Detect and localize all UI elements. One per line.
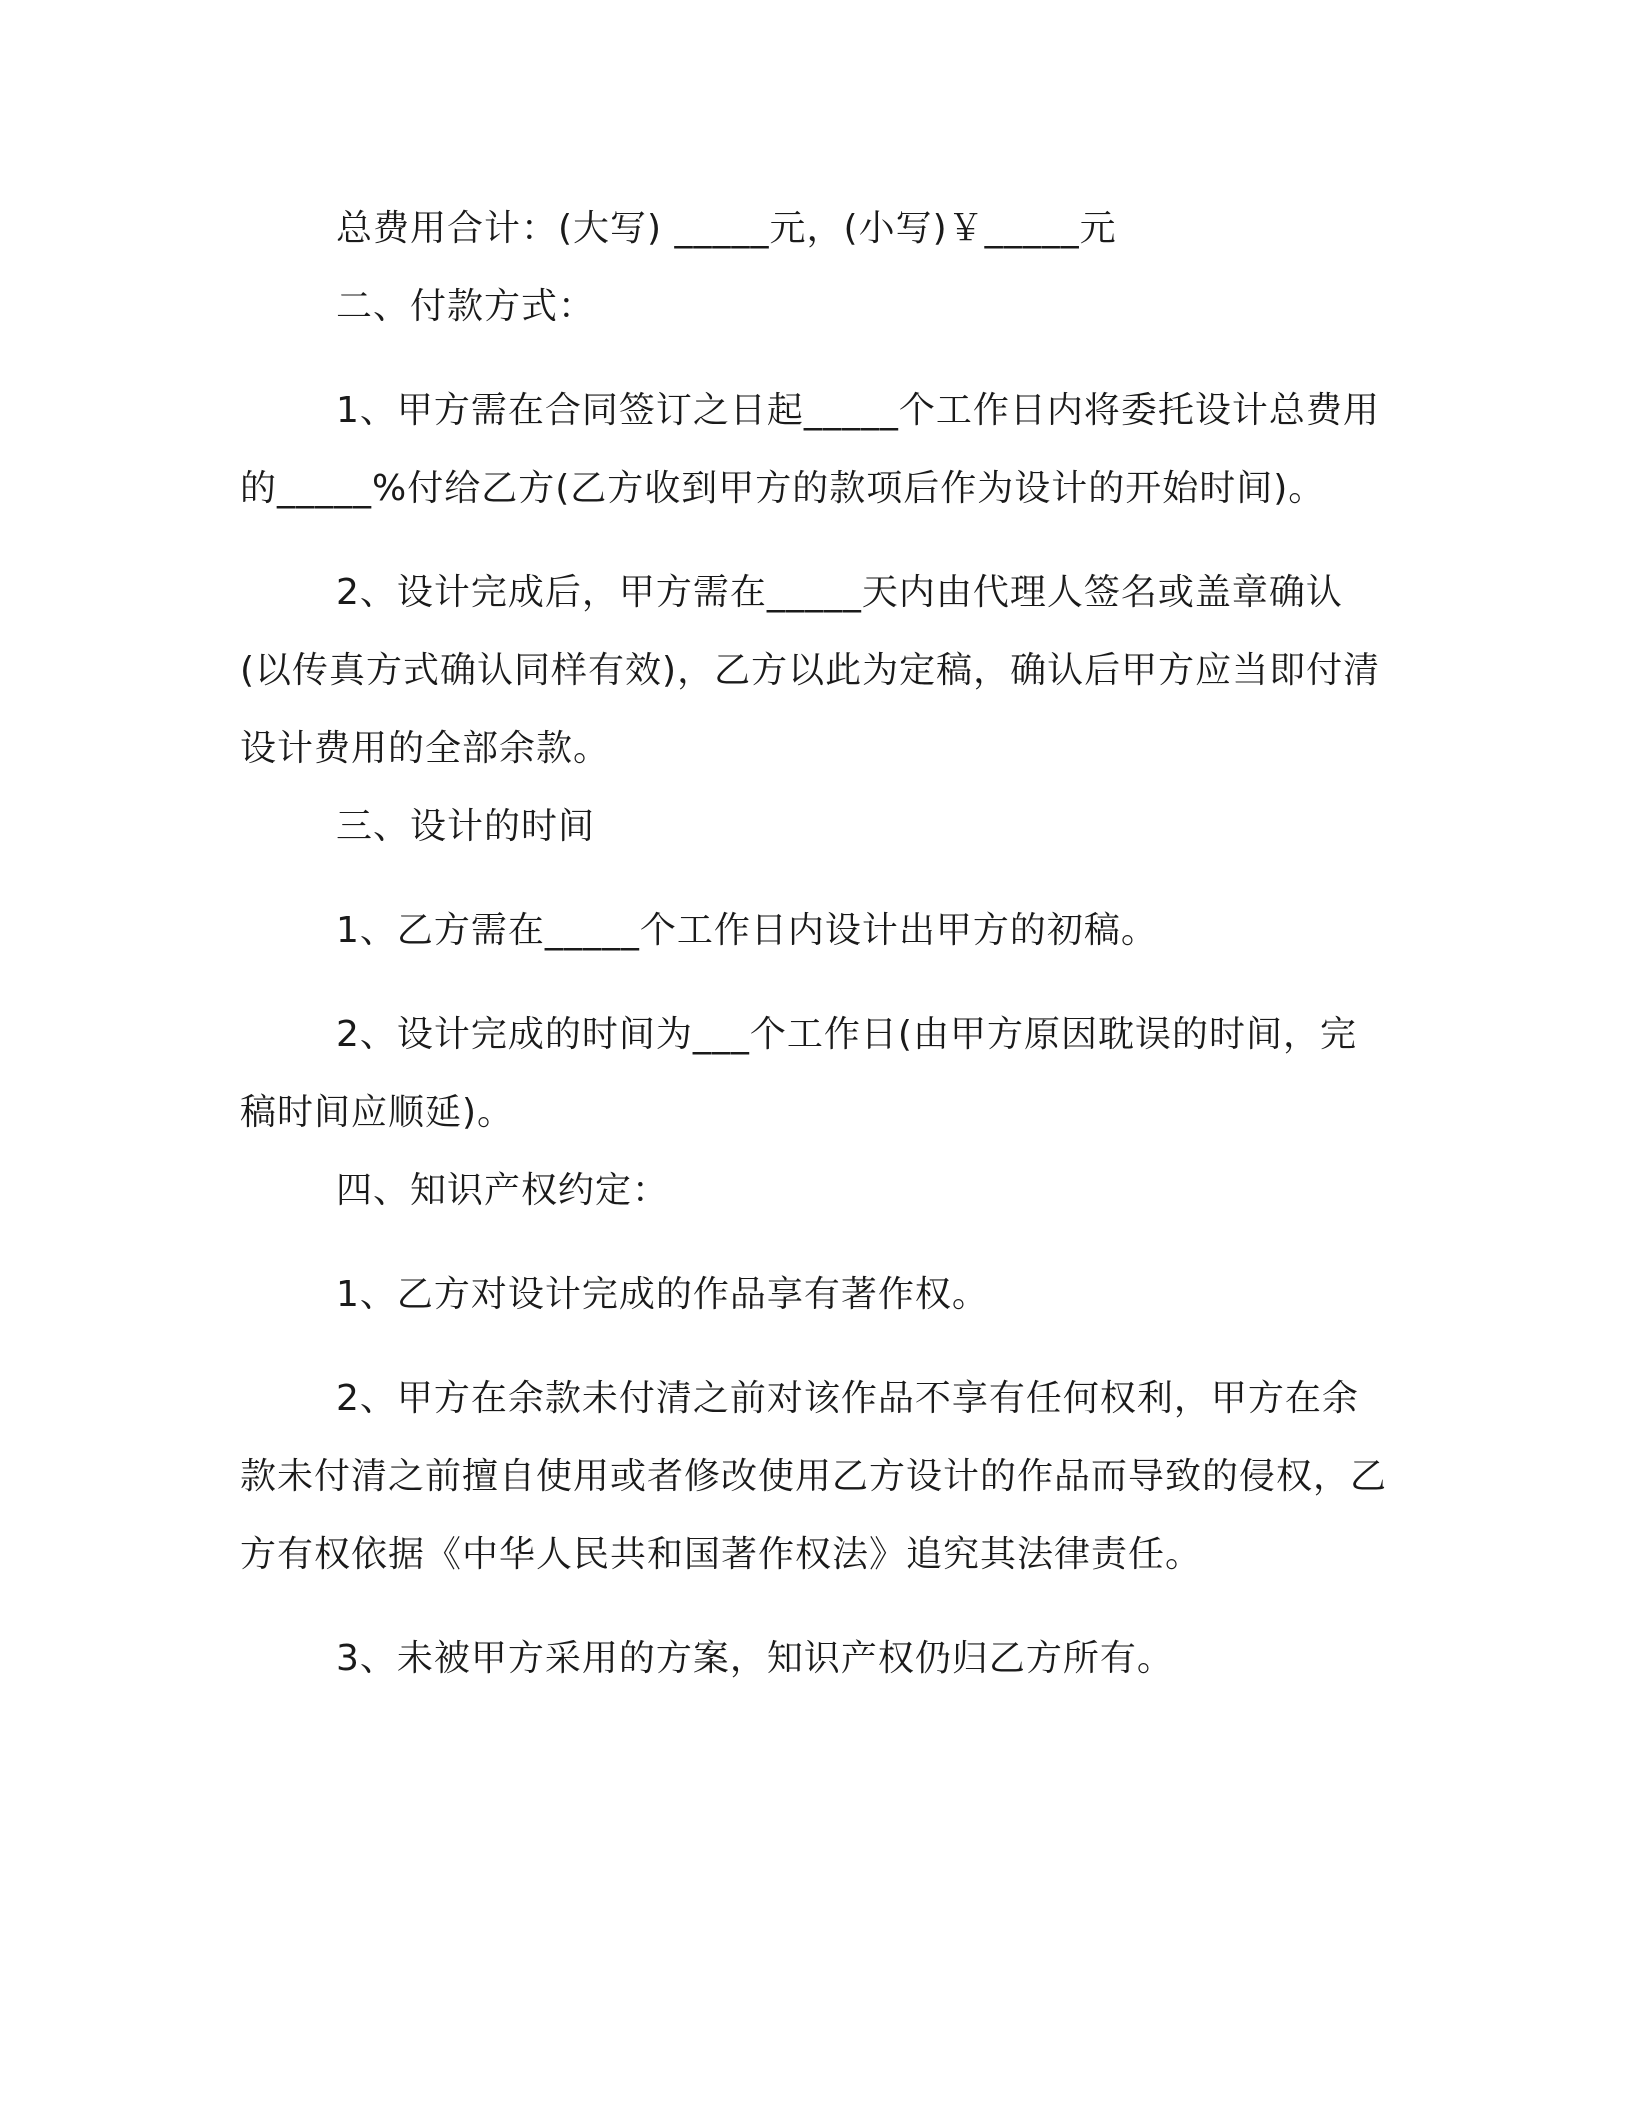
section-ip-title: 四、知识产权约定： [336,1170,670,1211]
payment-clause-1: 1、甲方需在合同签订之日起_____个工作日内将委托设计总费用的_____%付给乙方(乙方收到甲方的款项后作为设计的开始时间)。 [240,390,1380,509]
ip-clause-2: 2、甲方在余款未付清之前对该作品不享有任何权利，甲方在余款未付清之前擅自使用或者修改使用乙方设计的作品而导致的侵权，乙方有权依据《中华人民共和国著作权法》追究其法律责任。 [240,1378,1388,1575]
design-time-clause-1: 1、乙方需在_____个工作日内设计出甲方的初稿。 [336,910,1158,951]
total-fee-line: 总费用合计：(大写) _____元，(小写)￥_____元 [336,208,1117,249]
section-design-time-title: 三、设计的时间 [336,806,596,847]
payment-clause-2: 2、设计完成后，甲方需在_____天内由代理人签名或盖章确认(以传真方式确认同样有效)，乙方以此为定稿，确认后甲方应当即付清设计费用的全部余款。 [240,572,1381,769]
document-body [240,190,1390,1698]
ip-clause-1: 1、乙方对设计完成的作品享有著作权。 [336,1274,989,1315]
ip-clause-3: 3、未被甲方采用的方案，知识产权仍归乙方所有。 [336,1638,1174,1679]
design-time-clause-2: 2、设计完成的时间为___个工作日(由甲方原因耽误的时间，完稿时间应顺延)。 [240,1014,1357,1133]
section-payment-title: 二、付款方式： [336,286,596,327]
